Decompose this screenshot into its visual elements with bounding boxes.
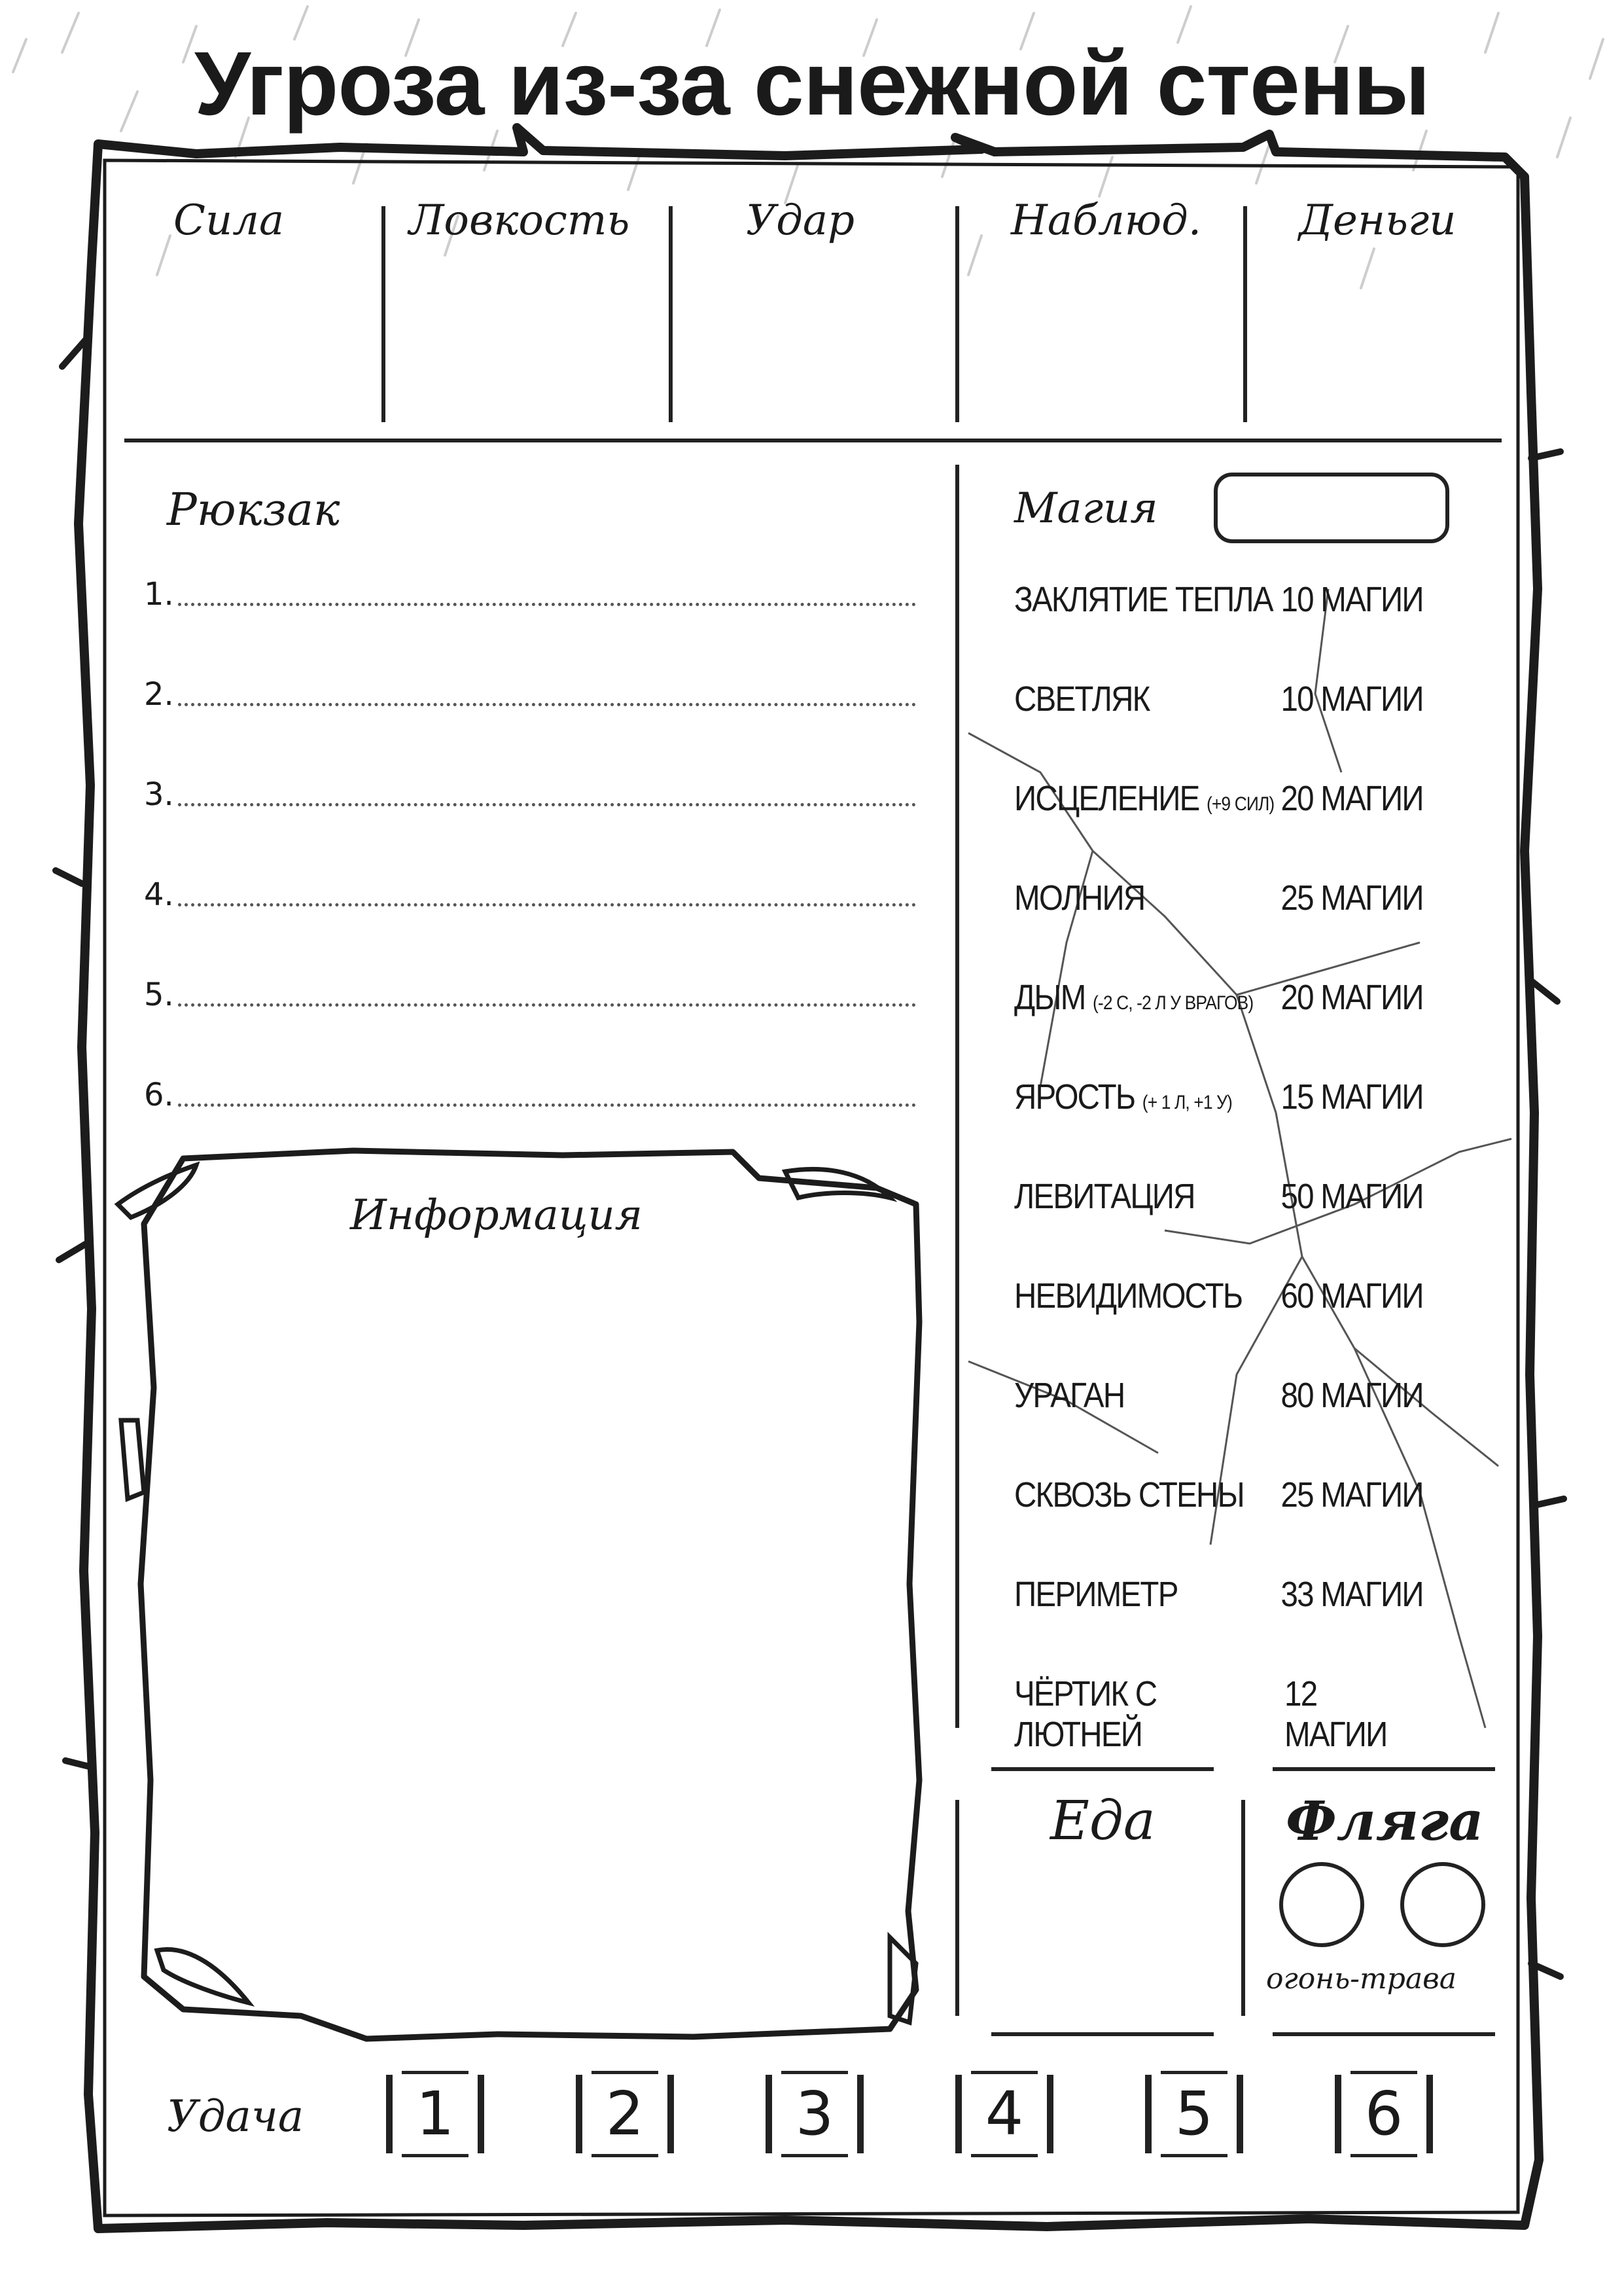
stat-divider [381,206,385,422]
spell-cost: 15 МАГИИ [1280,1077,1423,1117]
spell-cost: 60 МАГИИ [1280,1276,1423,1316]
spell-name: ЧЁРТИК С ЛЮТНЕЙ [1014,1674,1157,1754]
spell-row [1014,1375,1423,1416]
backpack-slot-number: 3. [144,776,174,813]
spell-cost: 10 МАГИИ [1280,679,1423,719]
spell-row [1014,1574,1423,1615]
stat-divider [1243,206,1247,422]
backpack-slot-line [178,1077,916,1107]
spell-name: ЗАКЛЯТИЕ ТЕПЛА [1014,580,1273,619]
spell-name: СВЕТЛЯК [1014,679,1150,719]
stats-bottom-rule [124,439,1502,442]
luck-box-4[interactable]: 4 [955,2075,1053,2153]
column-divider [955,465,959,1728]
luck-box-1[interactable]: 1 [386,2075,484,2153]
backpack-slot[interactable] [144,1077,916,1113]
spell-name: ЯРОСТЬ [1014,1077,1135,1117]
spell-note: (+9 СИЛ) [1206,793,1275,815]
spell-row [1014,1176,1423,1217]
flask-top-rule [1273,1767,1495,1771]
food-bottom-rule [991,2032,1214,2036]
stat-attack-label: Удар [746,196,855,245]
stat-agility-label: Ловкость [409,196,630,245]
magic-label: Магия [1014,484,1158,533]
stat-divider [669,206,673,422]
backpack-slot[interactable] [144,576,916,613]
spell-name: СКВОЗЬ СТЕНЫ [1014,1475,1244,1515]
spell-row [1014,579,1423,620]
luck-box-5[interactable]: 5 [1145,2075,1243,2153]
magic-points-input[interactable] [1214,473,1449,543]
flask-slot-1[interactable] [1279,1862,1364,1947]
spell-row [1014,878,1423,918]
food-flask-divider [1241,1800,1245,2016]
backpack-slot[interactable] [144,676,916,713]
spell-name: УРАГАН [1014,1376,1125,1415]
backpack-slot-line [178,877,916,906]
spell-name: ЛЕВИТАЦИЯ [1014,1177,1195,1216]
backpack-slot[interactable] [144,977,916,1013]
backpack-slot-line [178,577,916,606]
backpack-slot-line [178,777,916,806]
stat-strength-label: Сила [173,196,285,245]
backpack-slot[interactable] [144,776,916,813]
food-left-rule [955,1800,959,2016]
backpack-slot-number: 6. [144,1077,174,1113]
backpack-slot-number: 2. [144,676,174,713]
spell-name: ИСЦЕЛЕНИЕ [1014,779,1199,818]
flask-slot-2[interactable] [1400,1862,1485,1947]
luck-box-6[interactable]: 6 [1335,2075,1433,2153]
spell-row [1014,1475,1423,1515]
luck-box-2[interactable]: 2 [576,2075,674,2153]
info-notes-area[interactable] [157,1257,896,1977]
spell-name: ПЕРИМЕТР [1014,1575,1178,1614]
spell-cost: 20 МАГИИ [1280,978,1423,1017]
backpack-slot[interactable] [144,876,916,913]
spell-cost: 80 МАГИИ [1280,1376,1423,1415]
flask-label: Фляга [1286,1790,1484,1853]
page-title: Угроза из-за снежной стены [194,33,1430,134]
spell-row [1014,1077,1423,1117]
spell-cost: 20 МАГИИ [1280,779,1423,818]
spell-row [1014,977,1423,1018]
backpack-slot-number: 1. [144,576,174,613]
food-top-rule [991,1767,1214,1771]
spell-name: НЕВИДИМОСТЬ [1014,1276,1243,1316]
luck-label: Удача [167,2091,304,2142]
spell-row [1014,778,1423,819]
spell-name: ДЫМ [1014,978,1086,1017]
stat-money-label: Деньги [1299,196,1456,245]
food-label: Еда [1050,1790,1156,1852]
spell-row [1014,1674,1423,1755]
backpack-slot-line [178,677,916,706]
stat-divider [955,206,959,422]
spell-note: (-2 С, -2 Л У ВРАГОВ) [1093,992,1254,1014]
backpack-slot-line [178,977,916,1007]
info-label: Информация [350,1191,643,1240]
spell-note: (+ 1 Л, +1 У) [1142,1092,1232,1113]
backpack-label: Рюкзак [167,484,340,536]
backpack-slot-number: 4. [144,876,174,913]
flask-bottom-rule [1273,2032,1495,2036]
spell-cost: 25 МАГИИ [1280,878,1423,918]
spell-row [1014,679,1423,719]
spell-cost: 12 МАГИИ [1284,1674,1387,1754]
backpack-slot-number: 5. [144,977,174,1013]
spell-cost: 25 МАГИИ [1280,1475,1423,1515]
stat-perception-label: Наблюд. [1011,196,1202,245]
spell-cost: 50 МАГИИ [1280,1177,1423,1216]
spell-cost: 33 МАГИИ [1280,1575,1423,1614]
spell-cost: 10 МАГИИ [1280,580,1423,619]
food-input[interactable] [995,1872,1210,2016]
luck-box-3[interactable]: 3 [766,2075,864,2153]
spell-name: МОЛНИЯ [1014,878,1145,918]
flask-caption: огонь-трава [1266,1962,1456,1996]
spell-row [1014,1276,1423,1316]
